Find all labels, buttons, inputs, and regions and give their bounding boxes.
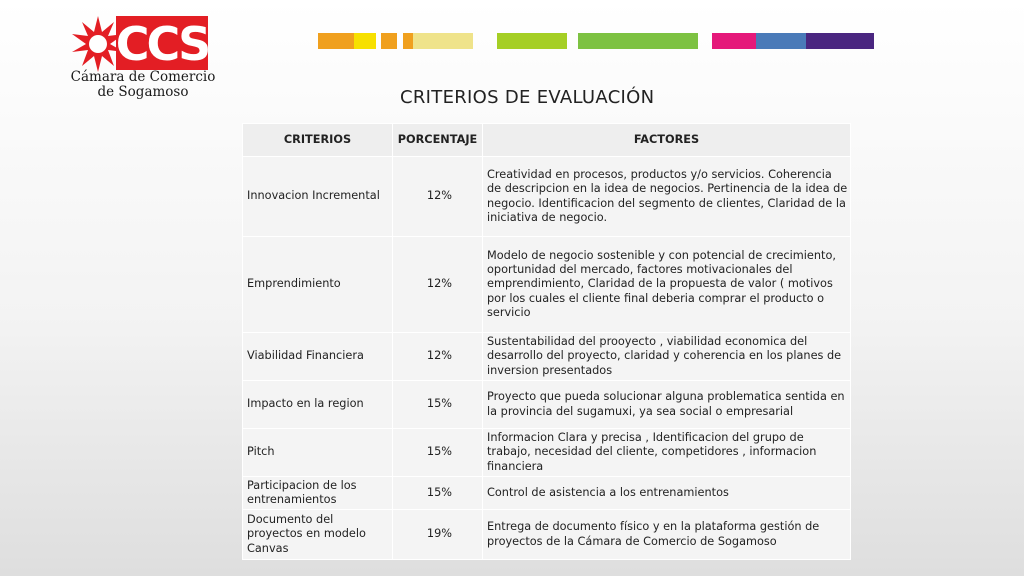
criterio-cell: Participacion de los entrenamientos: [243, 477, 393, 510]
criterio-cell: Innovacion Incremental: [243, 157, 393, 237]
criterio-cell: Pitch: [243, 429, 393, 477]
stripe-8: [712, 33, 756, 49]
stripe-10: [806, 33, 874, 49]
factores-cell: Modelo de negocio sostenible y con potencial de crecimiento, oportunidad del mercado, factores motivacionales del emprendimiento, Claridad de la propuesta de valor ( motivos por los cuales el cliente final deberia comprar el producto o servicio: [483, 237, 851, 333]
porcentaje-cell: 12%: [393, 237, 483, 333]
table-header-row: [243, 124, 851, 157]
porcentaje-cell: 12%: [393, 157, 483, 237]
table-row: [243, 381, 851, 429]
porcentaje-cell: 19%: [393, 510, 483, 560]
stripe-5: [413, 33, 473, 49]
evaluation-criteria-table: [242, 123, 851, 560]
logo-line-2: de Sogamoso: [97, 84, 189, 100]
factores-cell: Sustentabilidad del prooyecto , viabilidad economica del desarrollo del proyecto, claridad y coherencia en los planes de inversion presentados: [483, 333, 851, 381]
stripe-4: [403, 33, 413, 49]
logo-line-1: Cámara de Comercio: [70, 69, 216, 85]
stripe-7: [578, 33, 698, 49]
criterio-cell: Emprendimiento: [243, 237, 393, 333]
factores-cell: Proyecto que pueda solucionar alguna problematica sentida en la provincia del sugamuxi, ya sea social o empresarial: [483, 381, 851, 429]
page-title: CRITERIOS DE EVALUACIÓN: [400, 87, 655, 108]
stripe-3: [381, 33, 397, 49]
logo-caption: [68, 70, 218, 100]
header-factores: FACTORES: [483, 124, 851, 157]
porcentaje-cell: 12%: [393, 333, 483, 381]
table-row: [243, 429, 851, 477]
stripe-6: [497, 33, 567, 49]
table-row: [243, 333, 851, 381]
porcentaje-cell: 15%: [393, 429, 483, 477]
factores-cell: Control de asistencia a los entrenamientos: [483, 477, 851, 510]
color-stripe-bar: [0, 33, 1024, 49]
porcentaje-cell: 15%: [393, 477, 483, 510]
table-row: [243, 477, 851, 510]
logo-letters: CCS: [115, 17, 209, 71]
stripe-2: [354, 33, 376, 49]
stripe-9: [756, 33, 806, 49]
stripe-1: [318, 33, 354, 49]
table-row: [243, 510, 851, 560]
factores-cell: Informacion Clara y precisa , Identificacion del grupo de trabajo, necesidad del cliente, competidores , informacion financiera: [483, 429, 851, 477]
criterio-cell: Impacto en la region: [243, 381, 393, 429]
table-row: [243, 157, 851, 237]
porcentaje-cell: 15%: [393, 381, 483, 429]
header-porcentaje: PORCENTAJE: [393, 124, 483, 157]
factores-cell: Creatividad en procesos, productos y/o servicios. Coherencia de descripcion en la idea de negocios. Pertinencia de la idea de negocio. Identificacion del segmento de clientes, Claridad de la iniciativa de negocio.: [483, 157, 851, 237]
factores-cell: Entrega de documento físico y en la plataforma gestión de proyectos de la Cámara de Comercio de Sogamoso: [483, 510, 851, 560]
table-row: [243, 237, 851, 333]
criterio-cell: Viabilidad Financiera: [243, 333, 393, 381]
header-criterios: CRITERIOS: [243, 124, 393, 157]
criterio-cell: Documento del proyectos en modelo Canvas: [243, 510, 393, 560]
